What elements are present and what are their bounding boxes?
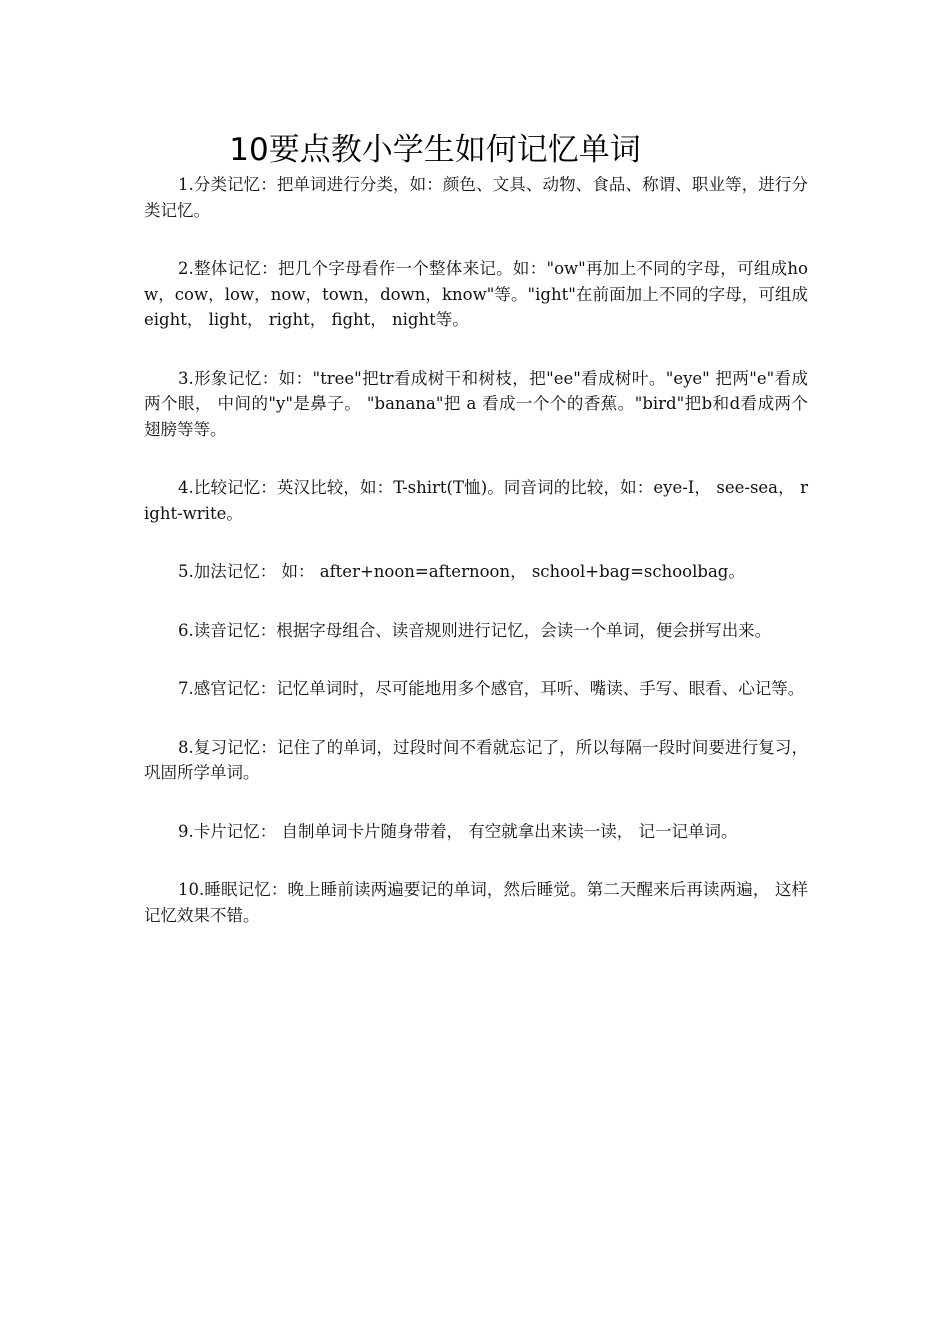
- paragraph-10: 10.睡眠记忆：晚上睡前读两遍要记的单词，然后睡觉。第二天醒来后再读两遍， 这样记忆效果不错。: [144, 880, 808, 925]
- paragraph-9: 9.卡片记忆： 自制单词卡片随身带着， 有空就拿出来读一读， 记一记单词。: [178, 821, 738, 841]
- paragraph-3: 3.形象记忆：如："tree"把tr看成树干和树枝，把"ee"看成树叶。"eye" 把两"e"看成两个眼， 中间的"y"是鼻子。 "banana"把 a 看成一个个的香蕉。"bird"把b和d看成两个翅膀等等。: [144, 368, 808, 439]
- paragraph-4: 4.比较记忆：英汉比较，如：T-shirt(T恤)。同音词的比较，如：eye-I， see-sea， right-write。: [144, 478, 808, 523]
- paragraph-7: 7.感官记忆：记忆单词时，尽可能地用多个感官，耳听、嘴读、手写、眼看、心记等。: [178, 679, 805, 698]
- document-title: 10要点教小学生如何记忆单词: [229, 132, 641, 168]
- paragraph-1: 1.分类记忆：把单词进行分类，如：颜色、文具、动物、食品、称谓、职业等，进行分类记忆。: [144, 175, 808, 220]
- paragraph-8: 8.复习记忆：记住了的单词，过段时间不看就忘记了，所以每隔一段时间要进行复习， 巩固所学单词。: [144, 737, 808, 782]
- paragraph-2: 2.整体记忆：把几个字母看作一个整体来记。如："ow"再加上不同的字母，可组成how，cow，low，now，town，down，know"等。"ight"在前面加上不同的字母，可组成eight， light， right， fight， night等。: [144, 259, 808, 329]
- paragraph-5: 5.加法记忆： 如： after+noon=afternoon， school+bag=schoolbag。: [178, 562, 745, 581]
- paragraph-6: 6.读音记忆：根据字母组合、读音规则进行记忆，会读一个单词，便会拼写出来。: [178, 620, 772, 640]
- document-body: [144, 172, 808, 961]
